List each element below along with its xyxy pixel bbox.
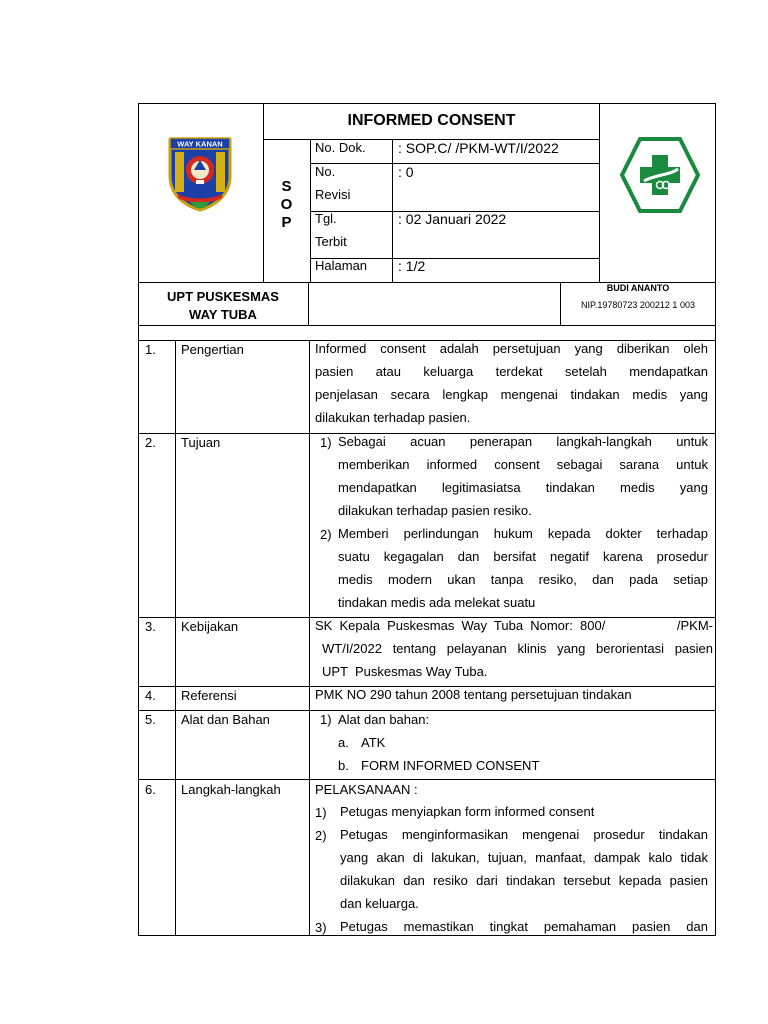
row-text-line: UPT Puskesmas Way Tuba.: [322, 664, 488, 679]
logo-text: WAY KANAN: [177, 139, 223, 149]
field-value-no-dok: : SOP.C/ /PKM-WT/I/2022: [398, 140, 559, 156]
field-label-no-dok: No. Dok.: [315, 140, 366, 155]
field-value-halaman: : 1/2: [398, 258, 426, 274]
grid-line: [175, 340, 176, 936]
grid-line: [309, 340, 310, 936]
puskesmas-logo: [620, 137, 700, 213]
row-label-kebijakan: Kebijakan: [181, 619, 239, 634]
signer-name: BUDI ANANTO: [606, 283, 670, 293]
list-item-line: Petugas menginformasikan mengenai prosedur tindakan: [340, 827, 708, 842]
signer-nip: NIP.19780723 200212 1 003: [581, 300, 695, 310]
row-label-tujuan: Tujuan: [181, 435, 221, 450]
sop-letter-s: S: [281, 178, 292, 195]
list-item-line: suatu kegagalan dan bersifat negatif karena prosedur: [338, 549, 708, 564]
list-item-line: mendapatkan legitimasiatsa tindakan medis yang: [338, 480, 708, 495]
list-item-line: Petugas menyiapkan form informed consent: [340, 804, 595, 819]
row-text-line: PMK NO 290 tahun 2008 tentang persetujuan tindakan: [315, 687, 632, 702]
row-text-line: dilakukan terhadap pasien.: [315, 410, 471, 425]
list-marker: 1): [315, 805, 327, 820]
row-text-line: penjelasan secara lengkap mengenai tindakan medis yang: [315, 387, 708, 402]
list-marker: 2): [320, 527, 332, 542]
field-value-no-revisi: : 0: [398, 164, 414, 180]
field-label-halaman: Halaman: [315, 258, 368, 273]
field-label-no-revisi-2: Revisi: [315, 187, 351, 202]
list-item-line: Memberi perlindungan hukum kepada dokter terhadap: [338, 526, 708, 541]
section-heading: PELAKSANAAN :: [315, 782, 418, 797]
list-item-line: yang akan di lakukan, tujuan, manfaat, dampak kalo tidak: [340, 850, 708, 865]
list-item-line: Sebagai acuan penerapan langkah-langkah untuk: [338, 434, 708, 449]
document-title: INFORMED CONSENT: [347, 112, 516, 129]
row-text-line: pasien atau keluarga terdekat setelah mendapatkan: [315, 364, 708, 379]
row-number: 3.: [145, 619, 156, 634]
row-text-line: Informed consent adalah persetujuan yang diberikan oleh: [315, 341, 708, 356]
grid-line: [310, 163, 600, 164]
grid-line: [138, 325, 716, 326]
list-marker: 1): [320, 712, 332, 727]
list-item-text: Alat dan bahan:: [338, 712, 430, 727]
list-item-line: dilakukan terhadap pasien resiko.: [338, 503, 532, 518]
row-number: 5.: [145, 712, 156, 727]
sublist-item-text: FORM INFORMED CONSENT: [361, 758, 540, 773]
row-label-alat-dan-bahan: Alat dan Bahan: [181, 712, 270, 727]
row-label-pengertian: Pengertian: [181, 342, 244, 357]
list-item-line: tindakan medis ada melekat suatu: [338, 595, 536, 610]
row-number: 1.: [145, 342, 156, 357]
grid-line: [138, 779, 716, 780]
list-marker: 2): [315, 828, 327, 843]
row-number: 4.: [145, 688, 156, 703]
field-label-no-revisi: No.: [315, 164, 336, 179]
grid-line: [138, 710, 716, 711]
list-item-line: dilakukan dan resiko dari tindakan tersebut kepada pasien: [340, 873, 708, 888]
list-item-line: medis modern ukan tanpa resiko, dan pada setiap: [338, 572, 708, 587]
org-name-line2: WAY TUBA: [189, 307, 257, 322]
field-label-tgl-terbit-2: Terbit: [315, 234, 347, 249]
row-number: 2.: [145, 435, 156, 450]
row-number: 6.: [145, 782, 156, 797]
row-text-line: SK Kepala Puskesmas Way Tuba Nomor: 800/ /PKM-: [315, 618, 713, 633]
list-marker: 1): [320, 435, 332, 450]
row-label-langkah-langkah: Langkah-langkah: [181, 782, 281, 797]
list-marker: 3): [315, 920, 327, 935]
list-item-line: memberikan informed consent sebagai sarana untuk: [338, 457, 708, 472]
list-item-line: Petugas memastikan tingkat pemahaman pasien dan: [340, 919, 708, 934]
way-kanan-emblem: [164, 136, 236, 212]
field-value-tgl-terbit: : 02 Januari 2022: [398, 211, 507, 227]
list-item-line: dan keluarga.: [340, 896, 419, 911]
row-text-line: WT/I/2022 tentang pelayanan klinis yang berorientasi pasien: [322, 641, 713, 656]
org-name-line1: UPT PUSKESMAS: [167, 289, 279, 304]
sublist-marker: b.: [338, 758, 349, 773]
sublist-item-text: ATK: [361, 735, 386, 750]
grid-line: [308, 282, 309, 325]
sop-letter-p: P: [281, 214, 292, 231]
field-label-tgl-terbit: Tgl.: [315, 211, 337, 226]
sublist-marker: a.: [338, 735, 349, 750]
sop-letter-o: O: [280, 196, 293, 213]
row-label-referensi: Referensi: [181, 688, 237, 703]
